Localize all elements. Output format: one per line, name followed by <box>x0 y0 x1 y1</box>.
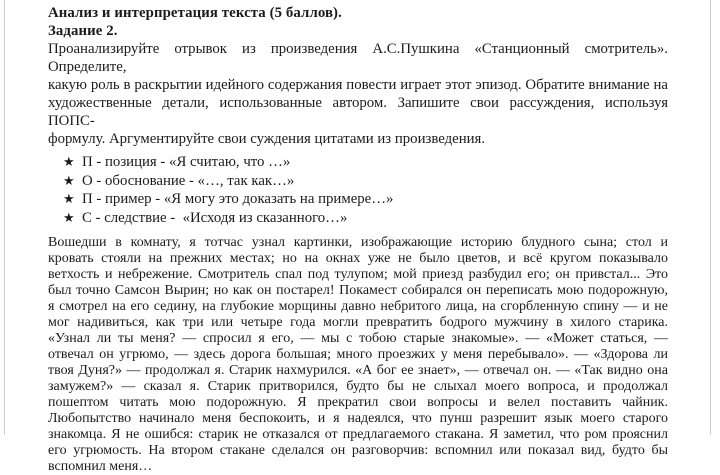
text-line: ветхость и небрежение. Смотритель спал под тулупом; мой приезд разбудил его; он привстал... Это <box>48 266 668 282</box>
text-line: формулу. Аргументируйте свои суждения цитатами из произведения. <box>48 131 486 147</box>
text-line: я смотрел на его седину, на глубокие морщины давно небритого лица, на сгорбленную спину — и не <box>48 298 668 314</box>
star-bullet-icon: ★ <box>63 172 75 188</box>
text-line: Проанализируйте отрывок из произведения А.С.Пушкина «Станционный смотритель». Определите, <box>48 41 668 75</box>
text-line: Любопытство начинало меня беспокоить, и я надеялся, что пунш разрешит язык моего старого <box>48 410 668 426</box>
pops-list-item <box>48 209 668 228</box>
text-line: «Узнал ли ты меня? — спросил я его, — мы с тобою старые знакомые». — «Может статься, — <box>48 330 668 346</box>
page-border-left <box>4 0 5 435</box>
text-line: замужем?» — сказал я. Старик притворился, будто бы не слыхал моего вопроса, и продолжал <box>48 378 668 394</box>
pops-item-text: О - обоснование - «…, так как…» <box>82 172 295 189</box>
pops-item-text: П - позиция - «Я считаю, что …» <box>82 154 291 170</box>
text-line: мог надивиться, как три или четыре года могли превратить бодрого мужчину в хилого старика. <box>48 314 668 330</box>
star-bullet-icon: ★ <box>63 191 75 206</box>
text-line: отвечал он угрюмо, — здесь дорога большая; много проезжих у меня перебывало». — «Здорова ли <box>48 346 668 362</box>
task-instructions-paragraph <box>48 40 668 148</box>
text-line: художественные детали, использованные автором. Запишите свои рассуждения, используя ПОПС- <box>48 95 668 129</box>
pops-list-item <box>48 190 668 209</box>
star-bullet-icon: ★ <box>63 154 75 169</box>
text-line: вспомнил меня… <box>48 458 153 474</box>
page-border-right <box>710 0 711 435</box>
text-line: какую роль в раскрытии идейного содержания повести играет этот эпизод. Обратите внимание на <box>48 77 668 93</box>
pops-item-text: П - пример - «Я могу это доказать на примере…» <box>82 191 394 207</box>
document-content <box>48 4 668 475</box>
pops-list-item <box>48 172 668 191</box>
text-line: его угрюмость. На втором стакане сделался он разговорчив: вспомнил или показал вид, будто бы <box>48 442 668 458</box>
excerpt-paragraph <box>48 235 668 475</box>
text-line: Вошедши в комнату, я тотчас узнал картинки, изображающие историю блудного сына; стол и <box>48 234 668 250</box>
pops-list-item <box>48 153 668 172</box>
text-line: знакомца. Я не ошибся: старик не отказался от предлагаемого стакана. Я заметил, что ром прояснил <box>48 426 668 442</box>
text-line: твоя Дуня?» — продолжал я. Старик нахмурился. «А бог ее знает», — отвечал он. — «Так видно она <box>48 362 668 378</box>
pops-formula-list <box>48 153 668 227</box>
text-line: кровать стояли на прежних местах; но на окнах уже не было цветов, и всё кругом показывало <box>48 250 668 266</box>
star-bullet-icon: ★ <box>63 209 75 225</box>
task-number-heading: Задание 2. <box>48 23 118 39</box>
page-title: Анализ и интерпретация текста (5 баллов). <box>48 5 342 21</box>
pops-item-text: С - следствие - «Исходя из сказанного…» <box>82 209 348 226</box>
text-line: был точно Самсон Вырин; но как он постарел! Покамест собирался он переписать мою подорожную, <box>48 282 668 298</box>
text-line: пошептом читать мою подорожную. Я прекратил свои вопросы и велел поставить чайник. <box>48 394 668 410</box>
